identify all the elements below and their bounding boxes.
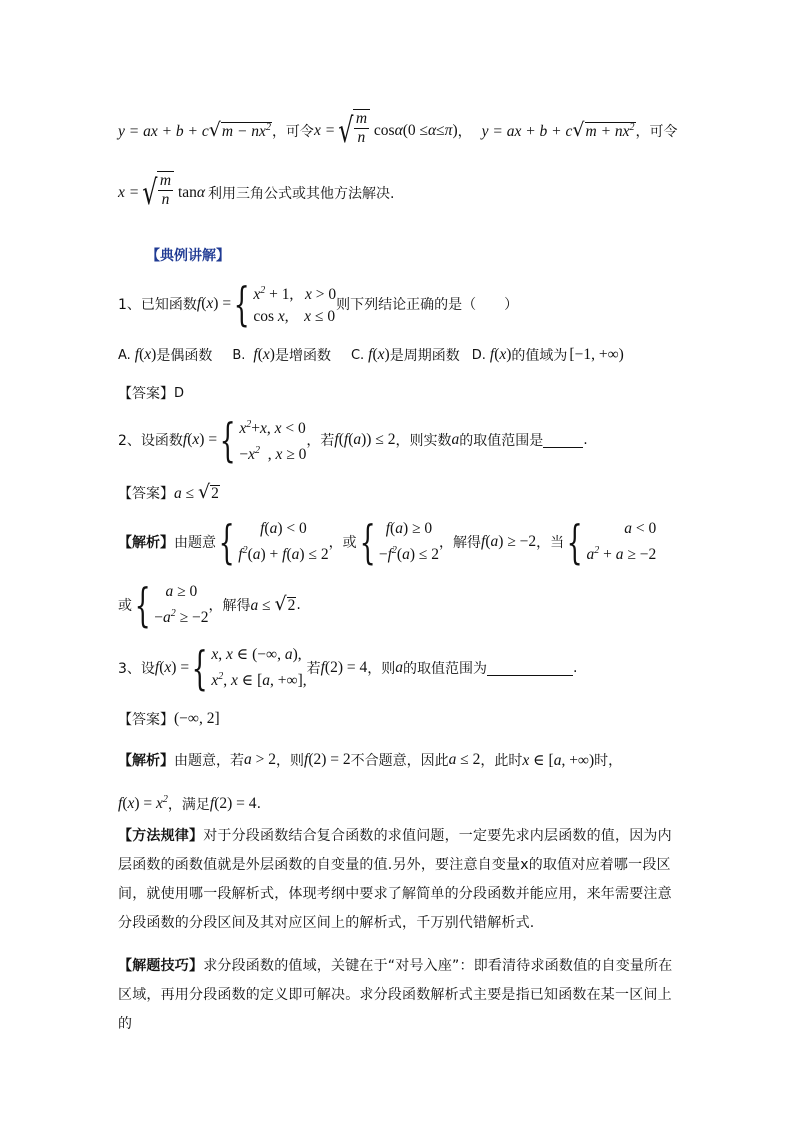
q3-answer bbox=[118, 708, 220, 730]
q2-analysis-2 bbox=[118, 580, 301, 630]
q3-expr-5: $f(x) = x^2$ bbox=[118, 794, 168, 813]
formula-y-plus: y = ax + b + c √ $m + nx^2$ bbox=[481, 119, 635, 141]
q3-analysis-2 bbox=[118, 792, 261, 816]
q3-blank bbox=[487, 661, 573, 676]
q1-option-d-letter: D. bbox=[471, 347, 486, 363]
intro-text-3: ，可令 bbox=[635, 124, 678, 140]
q3-analysis-label: 【解析】 bbox=[118, 753, 174, 769]
q2-analysis-t2: ，或 bbox=[328, 535, 357, 551]
q1-stem bbox=[118, 277, 519, 331]
q3-analysis-t3: 不合题意，因此 bbox=[350, 753, 449, 769]
q3-answer-value: (−∞, 2] bbox=[174, 710, 220, 727]
q2-end: . bbox=[583, 432, 588, 448]
q3-analysis-end: . bbox=[256, 796, 262, 812]
formula-x-tan: x = √ $\frac{m}{n}$ tan α bbox=[118, 172, 206, 213]
q1-option-d-fx: f(x) bbox=[489, 346, 512, 363]
tips-text: 求分段函数的值域，关键在于“对号入座”：即看清待求函数值的自变量所在区域，再用分段函数的定义即可解决。求分段函数解析式主要是指已知函数在某一区间上的 bbox=[118, 958, 673, 1032]
q1-option-c-fx: f(x) bbox=[368, 346, 390, 363]
q1-options bbox=[118, 344, 624, 366]
q2-analysis-1 bbox=[118, 516, 656, 568]
formula-x-cos: x = √ $\frac{m}{n}$ cos α (0 ≤ α ≤ π ) bbox=[313, 110, 458, 151]
q2-result-1: f(a) ≥ −2 bbox=[481, 533, 537, 550]
q1-option-a-text: 是偶函数 bbox=[156, 348, 213, 364]
q3-analysis-t5: 时， bbox=[594, 753, 623, 769]
q2-tail: 的取值范围是 bbox=[459, 433, 544, 449]
q3-analysis-t1: 由题意，若 bbox=[174, 753, 244, 769]
q3-expr-6: f(2) = 4 bbox=[209, 795, 257, 812]
q2-function: f ( x ) = { $x^2+x$, x < 0 $-x^2$ , x ≥ 0 bbox=[182, 413, 307, 467]
q2-answer-value: a ≤ √ 2 bbox=[174, 481, 219, 503]
formula-y-minus: y = ax + b + c √ $m - nx^2$ bbox=[118, 119, 271, 141]
q3-answer-label: 【答案】 bbox=[118, 712, 174, 728]
q1-answer-value: D bbox=[174, 385, 185, 401]
q3-analysis-t4: ，此时 bbox=[480, 753, 523, 769]
q3-number: 3、设 bbox=[118, 661, 155, 677]
q2-answer-label: 【答案】 bbox=[118, 486, 174, 502]
q2-system-3: { a < 0 $a^2 + a \ge -2$ bbox=[566, 515, 657, 569]
q3-function: f ( x ) = { x, x ∈ (−∞, a), $x^2$, x ∈ [a, +∞], bbox=[154, 641, 307, 695]
section-title: 【典例讲解】 bbox=[146, 248, 230, 264]
q1-option-a-fx: f(x) bbox=[134, 346, 157, 363]
q3-var-a: a bbox=[395, 659, 403, 676]
q2-analysis-t5: 或 bbox=[118, 598, 132, 614]
q3-stem bbox=[118, 641, 578, 695]
q3-analysis-1 bbox=[118, 748, 622, 772]
intro-line-2 bbox=[118, 168, 395, 218]
q1-option-d-text: 的值域为 bbox=[511, 348, 568, 364]
intro-text-2: ， bbox=[457, 124, 472, 140]
q3-analysis-t2: ，则 bbox=[276, 753, 304, 769]
q2-analysis-end: . bbox=[296, 597, 301, 613]
q3-mid: 若 bbox=[306, 661, 321, 677]
method-text: 对于分段函数结合复合函数的求值问题，一定要先求内层函数的值，因为内层函数的函数值就是外层函数的自变量的值.另外，要注意自变量x的取值对应着哪一段区间，就使用哪一段解析式，体现考纲中要求了解简单的分段函数并能应用，来年需要注意分段函数的分段区间及其对应区间上的解析式，千万别代错解析式. bbox=[118, 828, 672, 931]
q2-number: 2、设函数 bbox=[118, 433, 183, 449]
q1-option-b-text: 是增函数 bbox=[274, 348, 331, 364]
q3-analysis-t6: ，满足 bbox=[167, 797, 210, 813]
q2-condition: f(f(a)) ≤ 2 bbox=[334, 431, 396, 448]
q1-function: f ( x ) = { $x^2 + 1$, x > 0 cos x, x ≤ 0 bbox=[196, 277, 337, 331]
q2-system-2: { f(a) ≥ 0 $-f^2(a) \le 2$ bbox=[359, 515, 440, 569]
q1-option-b-letter: B. bbox=[232, 347, 246, 363]
q2-var-a: a bbox=[451, 431, 460, 448]
q1-option-a-letter: A. bbox=[118, 347, 131, 363]
q1-option-c-letter: C. bbox=[350, 347, 365, 363]
q1-option-d-range: [−1, +∞) bbox=[569, 346, 624, 363]
q2-blank bbox=[543, 433, 583, 448]
q1-tail: 则下列结论正确的是（ ） bbox=[336, 297, 519, 313]
q3-end: . bbox=[573, 660, 578, 676]
q3-condition: f(2) = 4 bbox=[320, 659, 368, 676]
q2-analysis-t6: ，解得 bbox=[208, 598, 251, 614]
method-paragraph bbox=[118, 822, 678, 938]
intro-text-4: 利用三角公式或其他方法解决. bbox=[208, 186, 395, 202]
q3-tail: 的取值范围为 bbox=[403, 661, 487, 677]
q3-mid2: ，则 bbox=[367, 661, 396, 677]
q3-expr-3: a ≤ 2 bbox=[448, 751, 481, 768]
q3-expr-4: x ∈ [a, +∞) bbox=[522, 751, 595, 769]
q1-option-c-text: 是周期函数 bbox=[389, 348, 460, 364]
q2-analysis-t1: 由题意 bbox=[174, 535, 216, 551]
q2-stem bbox=[118, 413, 588, 467]
intro-text-1: ，可令 bbox=[271, 124, 314, 140]
q2-mid: ，若 bbox=[306, 433, 335, 449]
q1-option-b-fx: f(x) bbox=[253, 346, 275, 363]
q2-analysis-label: 【解析】 bbox=[118, 535, 174, 551]
q2-system-4: { a ≥ 0 $-a^2 \ge -2$ bbox=[134, 578, 209, 632]
q2-analysis-t3: ，解得 bbox=[439, 535, 482, 551]
tips-label: 【解题技巧】 bbox=[118, 958, 204, 974]
q1-answer bbox=[118, 382, 184, 404]
q2-result-2: a ≤ √ 2 bbox=[250, 593, 296, 615]
q2-mid2: ，则实数 bbox=[395, 433, 452, 449]
intro-line-1 bbox=[118, 106, 678, 156]
q1-answer-label: 【答案】 bbox=[118, 386, 174, 402]
q2-analysis-t4: ，当 bbox=[536, 535, 565, 551]
q3-expr-1: a > 2 bbox=[244, 751, 276, 768]
q2-answer bbox=[118, 480, 220, 506]
q1-number: 1、已知函数 bbox=[118, 297, 197, 313]
q3-expr-2: f(2) = 2 bbox=[304, 751, 351, 768]
method-label: 【方法规律】 bbox=[118, 828, 204, 844]
tips-paragraph bbox=[118, 952, 678, 1039]
q2-system-1: { f(a) < 0 $f^2(a) + f(a) \le 2$ bbox=[218, 515, 329, 569]
